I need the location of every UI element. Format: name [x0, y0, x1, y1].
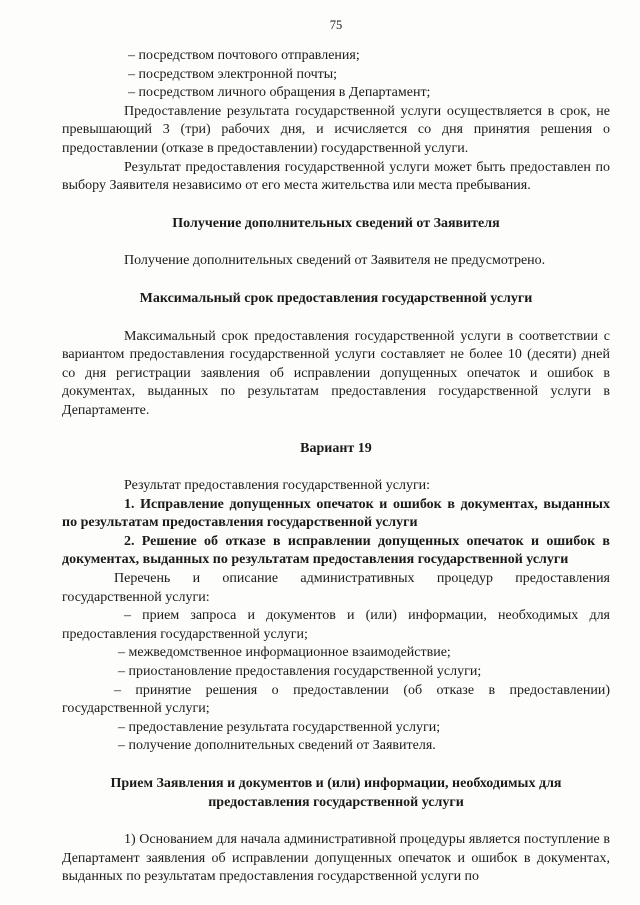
procedure-item: – предоставление результата государственной услуги;: [118, 719, 441, 735]
procedure-item: – получение дополнительных сведений от Заявителя.: [118, 738, 436, 754]
procedure-item: – принятие решения о предоставлении (об отказе в предоставлении) государственной услуги;: [62, 682, 610, 717]
result-item: 2. Решение об отказе в исправлении допущенных опечаток и ошибок в документах, выданных по результатам предоставления государственной услуги: [62, 533, 610, 568]
procedure-item: – приостановление предоставления государственной услуги;: [118, 664, 482, 680]
page-number: 75: [329, 18, 343, 32]
heading-max-term: Максимальный срок предоставления государственной услуги: [139, 290, 533, 306]
list-item: – посредством электронной почты;: [128, 66, 338, 82]
heading-variant: Вариант 19: [300, 440, 372, 456]
paragraph-result: Результат предоставления государственной услуги может быть предоставлен по выбору Заявителя независимо от его места жительства или места пребывания.: [62, 159, 610, 194]
heading-reception-line1: Прием Заявления и документов и (или) информации, необходимых для: [110, 776, 562, 791]
paragraph-procedures: Перечень и описание административных процедур предоставления государственной услуги:: [62, 571, 610, 605]
procedure-item: – прием запроса и документов и (или) информации, необходимых для предоставления государственной услуги;: [62, 608, 610, 642]
paragraph-additional-info: Получение дополнительных сведений от Заявителя не предусмотрено.: [124, 253, 546, 269]
paragraph-basis: 1) Основанием для начала административной процедуры является поступление в Департамент заявления об исправлении допущенных опечаток и ошибок в документах, выданных по результатам предоставления государственной услуги по: [62, 832, 610, 885]
result-item: 1. Исправление допущенных опечаток и ошибок в документах, выданных по результатам предоставления государственной услуги: [62, 496, 610, 531]
paragraph-term: Предоставление результата государственной услуги осуществляется в срок, не превышающий 3 (три) рабочих дня, и исчисляется со дня принятия решения о предоставлении (отказе в предоставлении) государственной услуги.: [62, 103, 610, 156]
paragraph-max-term: Максимальный срок предоставления государственной услуги в соответствии с вариантом предоставления государственной услуги составляет не более 10 (десяти) дней со дня регистрации заявления об исправлении допущенных опечаток и ошибок в документах, выданных по результатам предоставления государственной услуги в Департаменте.: [62, 328, 610, 418]
heading-reception-line2: предоставления государственной услуги: [208, 794, 464, 810]
heading-additional-info: Получение дополнительных сведений от Заявителя: [172, 215, 500, 231]
paragraph-result-intro: Результат предоставления государственной услуги:: [124, 478, 431, 494]
list-item: – посредством личного обращения в Департамент;: [128, 85, 431, 101]
list-item: – посредством почтового отправления;: [128, 48, 360, 63]
procedure-item: – межведомственное информационное взаимодействие;: [118, 645, 451, 661]
heading-reception: [62, 775, 610, 812]
